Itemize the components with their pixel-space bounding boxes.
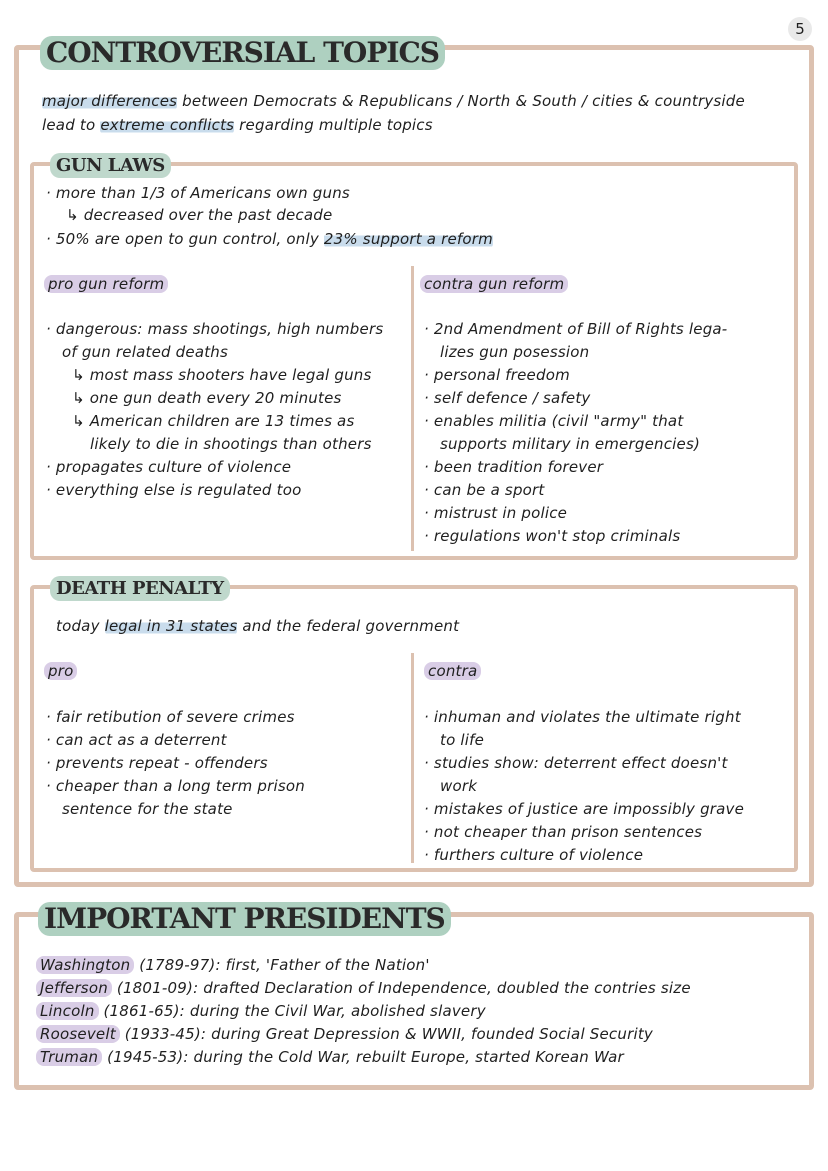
president-name: Truman (36, 1048, 102, 1066)
page-number: 5 (788, 17, 812, 41)
death-pro-item: · fair retibution of severe crimes (46, 708, 295, 726)
intro-line-2 (42, 116, 433, 134)
gun-laws-title: GUN LAWS (50, 153, 171, 178)
president-details: (1861-65): during the Civil War, abolished slavery (98, 1002, 486, 1020)
controversial-topics-title: CONTROVERSIAL TOPICS (40, 36, 445, 70)
pro-gun-item: · propagates culture of violence (46, 458, 292, 476)
death-contra-label: contra (424, 662, 481, 680)
death-penalty-title: DEATH PENALTY (50, 576, 230, 601)
death-penalty-intro-pre: today (56, 617, 105, 635)
gun-fact-3 (46, 230, 493, 248)
pro-gun-item: ↳ American children are 13 times as (72, 412, 355, 430)
pro-gun-item: likely to die in shootings than others (90, 435, 372, 453)
contra-gun-item: · regulations won't stop criminals (424, 527, 681, 545)
death-contra-item: to life (440, 731, 485, 749)
death-penalty-intro (56, 617, 459, 635)
death-contra-heading (424, 662, 481, 680)
death-pro-item: · cheaper than a long term prison (46, 777, 305, 795)
pro-gun-item: ↳ most mass shooters have legal guns (72, 366, 372, 384)
death-contra-item: work (440, 777, 478, 795)
gun-fact-3-text: · 50% are open to gun control, only (46, 230, 324, 248)
president-line (36, 956, 430, 974)
pro-gun-item: ↳ one gun death every 20 minutes (72, 389, 342, 407)
president-name: Washington (36, 956, 134, 974)
contra-gun-item: · been tradition forever (424, 458, 604, 476)
contra-gun-item: · self defence / safety (424, 389, 591, 407)
gun-fact-1: · more than 1/3 of Americans own guns (46, 184, 350, 202)
pro-gun-item: of gun related deaths (62, 343, 229, 361)
president-line (36, 1048, 624, 1066)
president-name: Jefferson (36, 979, 112, 997)
contra-gun-item: · personal freedom (424, 366, 570, 384)
death-pro-item: · prevents repeat - offenders (46, 754, 268, 772)
president-details: (1933-45): during Great Depression & WWII, founded Social Security (119, 1025, 653, 1043)
intro-highlight-2: extreme conflicts (100, 116, 235, 134)
death-pro-item: · can act as a deterrent (46, 731, 227, 749)
death-contra-item: · studies show: deterrent effect doesn't (424, 754, 728, 772)
death-penalty-intro-highlight: legal in 31 states (104, 617, 238, 635)
contra-gun-item: · mistrust in police (424, 504, 568, 522)
gun-laws-divider (411, 266, 414, 551)
death-contra-item: · not cheaper than prison sentences (424, 823, 703, 841)
president-details: (1789-97): first, 'Father of the Nation' (134, 956, 430, 974)
death-pro-label: pro (44, 662, 77, 680)
contra-gun-item: lizes gun posession (440, 343, 590, 361)
intro-text-2b: regarding multiple topics (234, 116, 433, 134)
pro-gun-reform-heading (44, 275, 168, 293)
contra-gun-item: · can be a sport (424, 481, 545, 499)
death-pro-heading (44, 662, 77, 680)
intro-highlight-1: major differences (42, 92, 178, 110)
president-line (36, 979, 691, 997)
death-penalty-intro-rest: and the federal government (237, 617, 460, 635)
president-details: (1945-53): during the Cold War, rebuilt Europe, started Korean War (102, 1048, 624, 1066)
death-contra-item: · furthers culture of violence (424, 846, 644, 864)
death-penalty-divider (411, 653, 414, 863)
pro-gun-item: · dangerous: mass shootings, high numbers (46, 320, 384, 338)
intro-text-2a: lead to (42, 116, 101, 134)
intro-text-1: between Democrats & Republicans / North & South / cities & countryside (177, 92, 745, 110)
pro-gun-reform-label: pro gun reform (44, 275, 168, 293)
contra-gun-item: supports military in emergencies) (440, 435, 701, 453)
president-line (36, 1002, 486, 1020)
intro-line-1 (42, 92, 745, 110)
gun-fact-3-highlight: 23% support a reform (323, 230, 493, 248)
contra-gun-reform-heading (420, 275, 568, 293)
president-name: Roosevelt (36, 1025, 120, 1043)
gun-fact-2: ↳ decreased over the past decade (66, 206, 333, 224)
president-details: (1801-09): drafted Declaration of Independence, doubled the contries size (111, 979, 691, 997)
death-contra-item: · mistakes of justice are impossibly grave (424, 800, 745, 818)
contra-gun-item: · enables militia (civil "army" that (424, 412, 684, 430)
contra-gun-reform-label: contra gun reform (420, 275, 568, 293)
death-contra-item: · inhuman and violates the ultimate right (424, 708, 741, 726)
death-pro-item: sentence for the state (62, 800, 233, 818)
pro-gun-item: · everything else is regulated too (46, 481, 302, 499)
contra-gun-item: · 2nd Amendment of Bill of Rights lega- (424, 320, 728, 338)
president-name: Lincoln (36, 1002, 99, 1020)
president-line (36, 1025, 653, 1043)
presidents-title: IMPORTANT PRESIDENTS (38, 902, 451, 936)
